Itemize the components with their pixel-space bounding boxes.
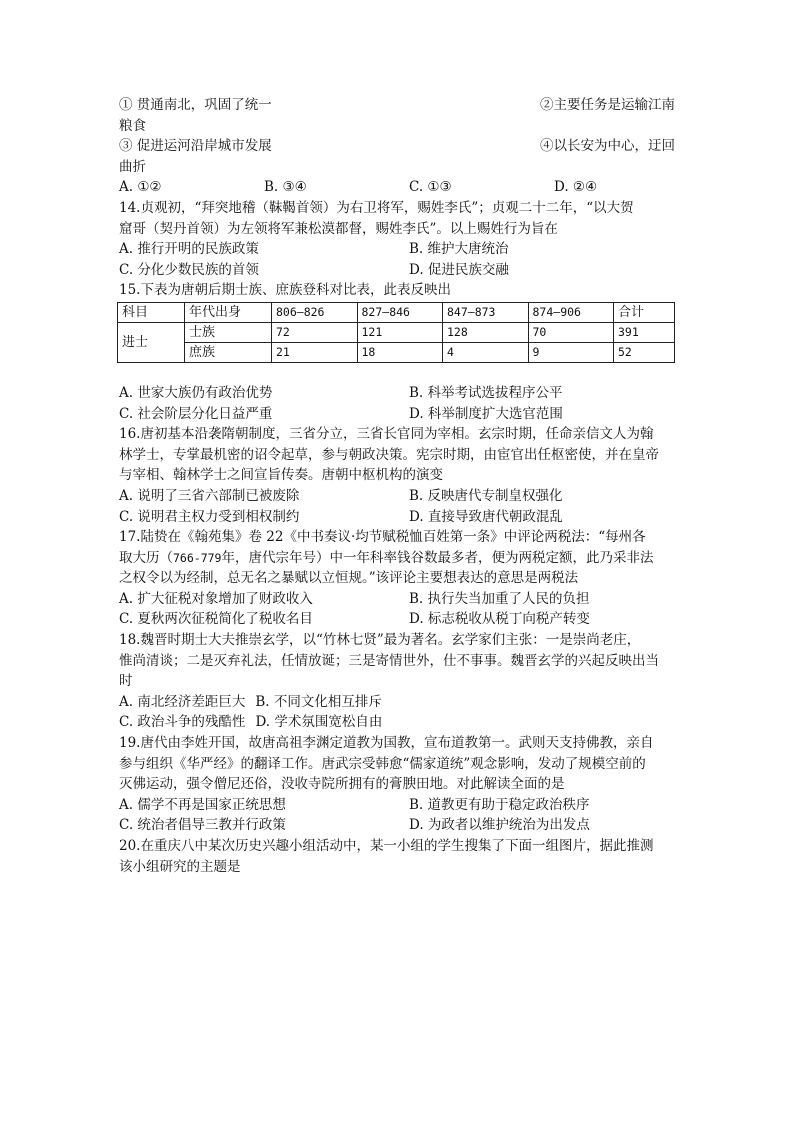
table-header-period-1: 806—826 [272, 302, 358, 322]
q17-stem-2b: 766-779 [173, 550, 222, 565]
q13-options-row-3 [119, 136, 675, 157]
table-header-period-4: 874—906 [528, 302, 614, 322]
q16-choice-b[interactable]: B. 反映唐代专制皇权强化 [409, 487, 563, 504]
q18-stem-3: 时 [119, 673, 133, 690]
table-header-total: 合计 [614, 302, 675, 322]
q16-stem-line-1 [119, 424, 675, 445]
q15-choice-a[interactable]: A. 世家大族仍有政治优势 [119, 384, 273, 401]
q19-stem-1: 19.唐代由李姓开国，故唐高祖李渊定道教为国教，宣布道教第一。武则天支持佛教，亲自 [119, 735, 654, 752]
table-header-subject: 科目 [118, 302, 185, 322]
q13-choice-d[interactable]: D. ②④ [554, 179, 598, 196]
q20-stem-2: 该小组研究的主题是 [119, 858, 241, 875]
table-row [118, 322, 675, 342]
q13-option-4-cont: 曲折 [119, 158, 146, 175]
table-cell: 72 [272, 322, 358, 342]
q16-choices [119, 486, 675, 527]
q14-choice-b[interactable]: B. 维护大唐统治 [409, 241, 509, 258]
q16-stem-2: 林学士，专掌最机密的诏令起草，参与朝政决策。宪宗时期，由宦官出任枢密使，并在皇帝 [119, 446, 659, 463]
q18-choice-a[interactable]: A. 南北经济差距巨大 [119, 693, 246, 710]
q16-choice-c[interactable]: C. 说明君主权力受到相权制约 [119, 508, 300, 525]
q13-options-row-2 [119, 116, 675, 137]
q17-choice-a[interactable]: A. 扩大征税对象增加了财政收入 [119, 590, 313, 607]
table-cell: 18 [357, 342, 443, 362]
q15-choice-d[interactable]: D. 科举制度扩大选官范围 [409, 405, 563, 422]
q20-stem-line-1 [119, 836, 675, 857]
q20-stem-1: 20.在重庆八中某次历史兴趣小组活动中，某一小组的学生搜集了下面一组图片，据此推测 [119, 838, 654, 854]
q17-stem-2c: 年，唐代宗年号）中一年科率钱谷数最多者，便为两税定额，此乃采非法 [221, 549, 654, 566]
q17-stem-3: 之权令以为经制，总无名之暴赋以立恒规。”该评论主要想表达的意思是两税法 [119, 570, 579, 587]
table-header-row [118, 302, 675, 322]
q15-choices [119, 383, 675, 424]
q17-stem-line-3 [119, 568, 675, 589]
table-cell: 21 [272, 342, 358, 362]
q14-choice-a[interactable]: A. 推行开明的民族政策 [119, 241, 259, 258]
table-header-era: 年代出身 [185, 302, 272, 322]
q18-choices-row-2 [119, 712, 675, 733]
q14-stem-2: 窟哥（契丹首领）为左领将军兼松漠都督，赐姓李氏”。以上赐姓行为旨在 [119, 220, 558, 237]
q14-choice-d[interactable]: D. 促进民族交融 [409, 261, 509, 278]
table-row-label: 庶族 [185, 342, 272, 362]
q16-choice-d[interactable]: D. 直接导致唐代朝政混乱 [409, 508, 563, 525]
table-cell-total: 52 [614, 342, 675, 362]
q13-options-row-1 [119, 95, 675, 116]
q18-stem-2: 惟尚清谈；二是灭弃礼法，任情放诞；三是寄情世外，仕不事事。魏晋玄学的兴起反映出当 [119, 652, 659, 669]
q19-stem-line-3 [119, 774, 675, 795]
table-header-period-2: 827—846 [357, 302, 443, 322]
q15-stem-line [119, 280, 675, 301]
q14-stem-1: 14.贞观初，“拜突地稽（靺鞨首领）为右卫将军，赐姓李氏”；贞观二十二年，“以大贺 [119, 199, 634, 216]
q18-choice-b[interactable]: B. 不同文化相互排斥 [255, 693, 382, 710]
q13-choice-a[interactable]: A. ①② [119, 179, 162, 196]
table-cell-subject: 进士 [118, 322, 185, 362]
table-row [118, 342, 675, 362]
q13-option-1: ① 贯通南北，巩固了统一 [119, 97, 272, 113]
q14-stem-line-2 [119, 219, 675, 240]
q15-choice-b[interactable]: B. 科举考试选拔程序公平 [409, 384, 563, 401]
q18-stem-1: 18.魏晋时期士大夫推崇玄学，以“竹林七贤”最为著名。玄学家们主张：一是崇尚老庄， [119, 632, 641, 649]
q17-choice-d[interactable]: D. 标志税收从税丁向税产转变 [409, 611, 590, 628]
q19-choice-a[interactable]: A. 儒学不再是国家正统思想 [119, 796, 286, 813]
q13-choice-c[interactable]: C. ①③ [409, 179, 452, 196]
q16-stem-1: 16.唐初基本沿袭隋朝制度，三省分立，三省长官同为宰相。玄宗时期，任命亲信文人为翰 [119, 426, 654, 443]
q13-option-3: ③ 促进运河沿岸城市发展 [119, 138, 272, 155]
q13-option-4: ④以长安为中心，迂回 [540, 138, 675, 155]
q13-choice-b[interactable]: B. ③④ [264, 179, 307, 196]
table-cell: 9 [528, 342, 614, 362]
q14-choices [119, 239, 675, 280]
q19-stem-line-1 [119, 733, 675, 754]
q15-table [117, 302, 675, 363]
q17-choice-c[interactable]: C. 夏秋两次征税简化了税收名目 [119, 611, 313, 628]
q20-stem-line-2 [119, 857, 675, 878]
table-cell: 4 [443, 342, 529, 362]
table-row-label: 士族 [185, 322, 272, 342]
table-cell: 70 [528, 322, 614, 342]
q16-stem-line-3 [119, 465, 675, 486]
q18-stem-line-1 [119, 630, 675, 651]
q19-choice-b[interactable]: B. 道教更有助于稳定政治秩序 [409, 796, 590, 813]
q19-choice-d[interactable]: D. 为政者以维护统治为出发点 [409, 817, 590, 834]
table-header-period-3: 847—873 [443, 302, 529, 322]
q14-choice-c[interactable]: C. 分化少数民族的首领 [119, 261, 259, 278]
table-cell: 121 [357, 322, 443, 342]
q13-option-2-cont: 粮食 [119, 117, 146, 134]
table-cell-total: 391 [614, 322, 675, 342]
q16-stem-line-2 [119, 445, 675, 466]
table-cell: 128 [443, 322, 529, 342]
q15-choice-c[interactable]: C. 社会阶层分化日益严重 [119, 405, 273, 422]
q13-options-row-4 [119, 157, 675, 178]
q15-stem: 15.下表为唐朝后期士族、庶族登科对比表，此表反映出 [119, 282, 451, 299]
q17-stem-line-1 [119, 527, 675, 548]
q18-choice-d[interactable]: D. 学术氛围宽松自由 [255, 714, 383, 731]
q19-choice-c[interactable]: C. 统治者倡导三教并行政策 [119, 817, 286, 834]
q17-stem-line-2 [119, 548, 675, 569]
q17-stem-1: 17.陆贽在《翰苑集》卷 22《中书奏议·均节赋税恤百姓第一条》中评论两税法：“每州各 [119, 529, 646, 546]
q19-stem-3: 灭佛运动，强令僧尼还俗，没收寺院所拥有的膏腴田地。对此解读全面的是 [119, 776, 565, 793]
q19-stem-line-2 [119, 754, 675, 775]
q13-option-2: ②主要任务是运输江南 [540, 97, 675, 113]
q18-choices-row-1 [119, 692, 675, 713]
q13-choices [119, 177, 675, 198]
q18-choice-c[interactable]: C. 政治斗争的残酷性 [119, 714, 246, 731]
q19-stem-2: 参与组织《华严经》的翻译工作。唐武宗受韩愈“儒家道统”观念影响，发动了规模空前的 [119, 755, 646, 772]
q14-stem-line-1 [119, 198, 675, 219]
q17-choices [119, 589, 675, 630]
q17-stem-2a: 取大历（ [119, 549, 173, 566]
q18-stem-line-2 [119, 651, 675, 672]
exam-page [119, 95, 675, 877]
q18-stem-line-3 [119, 671, 675, 692]
q16-stem-3: 与宰相、翰林学士之间宣旨传奏。唐朝中枢机构的演变 [119, 467, 443, 484]
q17-choice-b[interactable]: B. 执行失当加重了人民的负担 [409, 590, 590, 607]
q16-choice-a[interactable]: A. 说明了三省六部制已被废除 [119, 487, 300, 504]
q19-choices [119, 795, 675, 836]
